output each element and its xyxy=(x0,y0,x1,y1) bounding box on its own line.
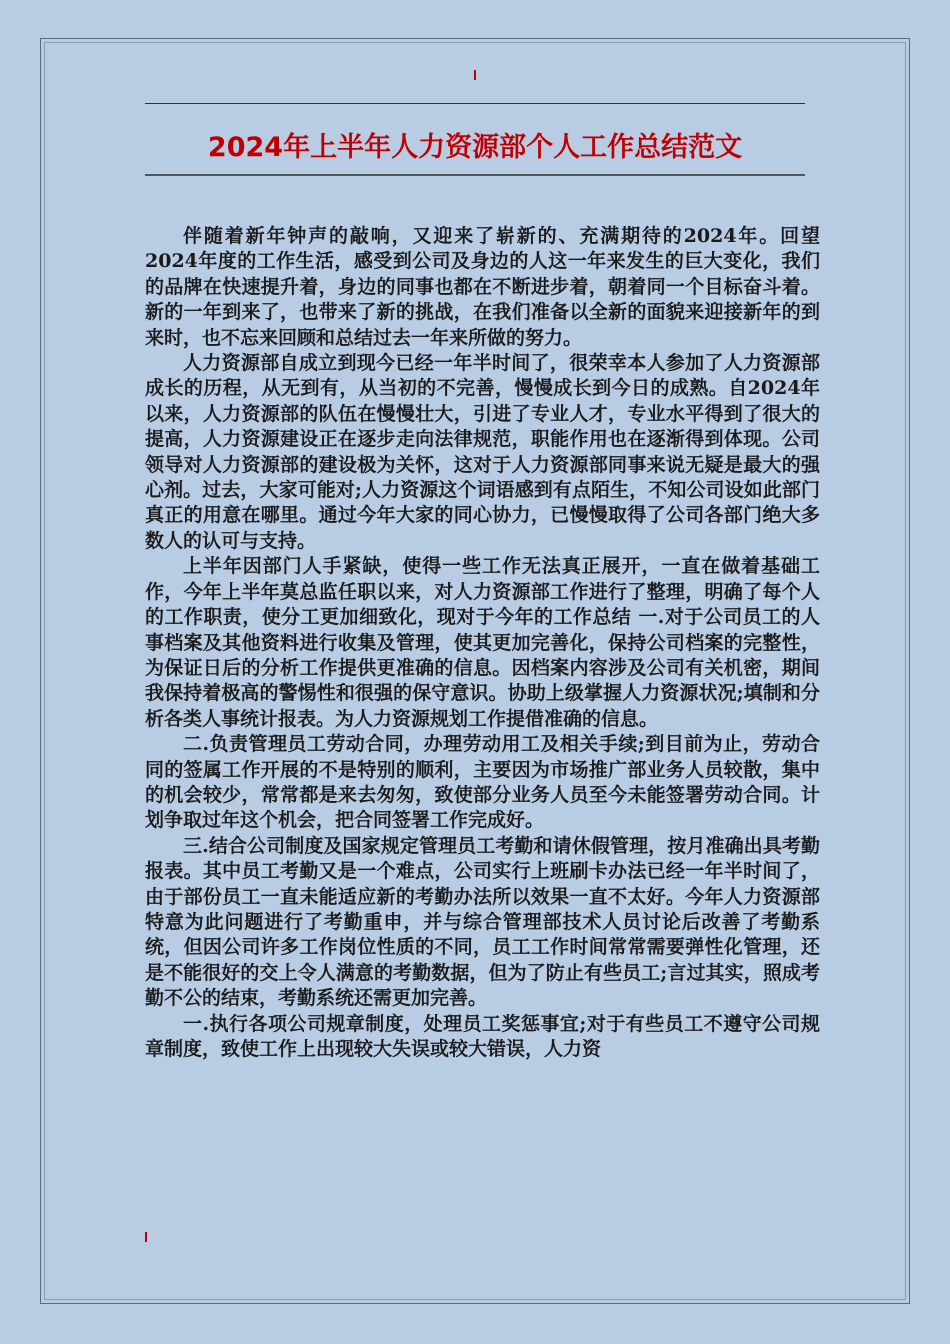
paragraph-first-half-work: 上半年因部门人手紧缺，使得一些工作无法真正展开，一直在做着基础工作，今年上半年莫总监任职以来，对人力资源部工作进行了整理，明确了每个人的工作职责，使分工更加细致化，现对于今年的工作总结 一.对于公司员工的人事档案及其他资料进行收集及管理，使其更加完善化，保持公司档案的完整性，为保证日后的分析工作提供更准确的信息。因档案内容涉及公司有关机密，期间我保持着极高的警惕性和很强的保守意识。协助上级掌握人力资源状况;填制和分析各类人事统计报表。为人力资源规划工作提借准确的信息。 xyxy=(145,555,820,730)
paragraph-intro: 伴随着新年钟声的敲响，又迎来了崭新的、充满期待的2024年。回望2024年度的工作生活，感受到公司及身边的人这一年来发生的巨大变化，我们的品牌在快速提升着，身边的同事也都在不断进步着，朝着同一个目标奋斗着。新的一年到来了，也带来了新的挑战，在我们准备以全新的面貌来迎接新年的到来时，也不忘来回顾和总结过去一年来所做的努力。 xyxy=(145,225,820,349)
paragraph-rules-discipline: 一.执行各项公司规章制度，处理员工奖惩事宜;对于有些员工不遵守公司规章制度，致使工作上出现较大失误或较大错误，人力资 xyxy=(145,1012,820,1060)
paragraph-labor-contracts: 二.负责管理员工劳动合同，办理劳动用工及相关手续;到目前为止，劳动合同的签属工作开展的不是特别的顺利，主要因为市场推广部业务人员较散，集中的机会较少，常常都是来去匆匆，致使部分业务人员至今未能签署劳动合同。计划争取过年这个机会，把合同签署工作完成好。 xyxy=(145,733,820,832)
document-title: 2024年上半年人力资源部个人工作总结范文 xyxy=(207,132,743,163)
header-mark xyxy=(474,70,476,80)
paragraph-attendance: 三.结合公司制度及国家规定管理员工考勤和请休假管理，按月准确出具考勤报表。其中员工考勤又是一个难点，公司实行上班刷卡办法已经一年半时间了，由于部份员工一直未能适应新的考勤办法所以效果一直不太好。今年人力资源部特意为此问题进行了考勤重申，并与综合管理部技术人员讨论后改善了考勤系统，但因公司许多工作岗位性质的不同，员工工作时间常常需要弹性化管理，还是不能很好的交上令人满意的考勤数据，但为了防止有些员工;言过其实，照成考勤不公的结束，考勤系统还需更加完善。 xyxy=(145,834,820,1010)
document-body xyxy=(145,224,820,1062)
title-rule-bottom xyxy=(145,174,805,176)
title-rule-top xyxy=(145,103,805,104)
paragraph-department-history: 人力资源部自成立到现今已经一年半时间了，很荣幸本人参加了人力资源部成长的历程，从无到有，从当初的不完善，慢慢成长到今日的成熟。自2024年以来，人力资源部的队伍在慢慢壮大，引进了专业人才，专业水平得到了很大的提高，人力资源建设正在逐步走向法律规范，职能作用也在逐渐得到体现。公司领导对人力资源部的建设极为关怀，这对于人力资源部同事来说无疑是最大的强心剂。过去，大家可能对;人力资源这个词语感到有点陌生，不知公司设如此部门真正的用意在哪里。通过今年大家的同心协力，已慢慢取得了公司各部门绝大多数人的认可与支持。 xyxy=(145,352,820,552)
footer-mark xyxy=(145,1232,147,1242)
